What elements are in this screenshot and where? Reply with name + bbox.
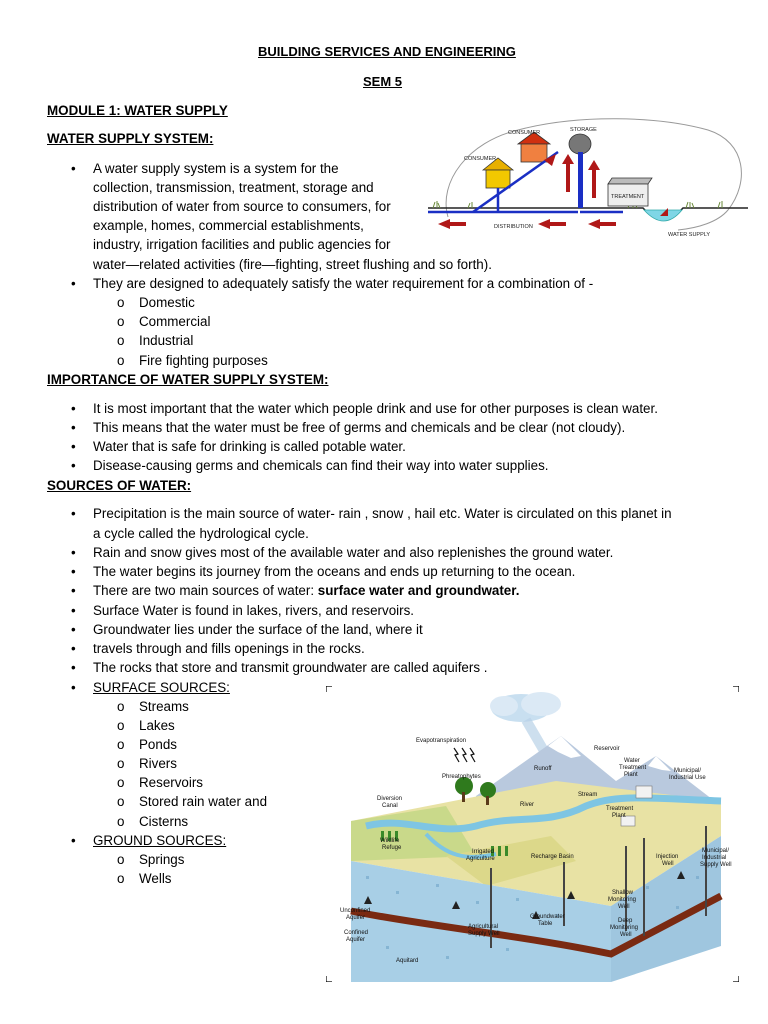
- bullet-dot: •: [71, 401, 76, 416]
- label-water-supply: WATER SUPPLY: [668, 232, 711, 238]
- bullet-text: Rain and snow gives most of the available water and also replenishes the ground water.: [93, 545, 614, 560]
- label-injection-well: Well: [662, 861, 674, 867]
- text-line: distribution of water from source to consumers, for: [93, 199, 391, 214]
- sub-bullet-o: o: [117, 718, 125, 733]
- sub-item-text: Streams: [139, 699, 189, 714]
- section-heading-water-supply-system: WATER SUPPLY SYSTEM:: [47, 131, 214, 146]
- sub-bullet-o: o: [117, 756, 125, 771]
- bullet-dot: •: [71, 660, 76, 675]
- text-line: collection, transmission, treatment, storage and: [93, 180, 374, 195]
- sub-item-text: Industrial: [139, 333, 194, 348]
- sub-bullet-o: o: [117, 353, 125, 368]
- bullet-text-bold: surface water and groundwater.: [317, 583, 520, 598]
- text-line: example, homes, commercial establishments,: [93, 218, 364, 233]
- label-irrigated-agriculture: Agriculture: [466, 856, 495, 862]
- label-storage: STORAGE: [570, 127, 597, 133]
- text-line: Precipitation is the main source of water- rain , snow , hail etc. Water is circulated on this planet in: [93, 506, 672, 521]
- sub-item-text: Rivers: [139, 756, 177, 771]
- label-treatment: TREATMENT: [611, 194, 645, 200]
- bullet-text: They are designed to adequately satisfy the water requirement for a combination of -: [93, 276, 594, 291]
- bullet-dot: •: [71, 439, 76, 454]
- bullet-text: [93, 583, 519, 598]
- bullet-text: It is most important that the water which people drink and use for other purposes is clean water.: [93, 401, 658, 416]
- label-deep-monitoring-well: Well: [620, 932, 632, 938]
- label-recharge-basin: Recharge Basin: [531, 854, 574, 860]
- bullet-dot: •: [71, 161, 76, 176]
- sub-bullet-o: o: [117, 333, 125, 348]
- semester-label: SEM 5: [363, 74, 403, 89]
- label-deep-monitoring-well: Deep: [618, 918, 633, 924]
- sub-bullet-o: o: [117, 295, 125, 310]
- groundwater-block-diagram: [326, 686, 739, 982]
- label-phreatophytes: Phreatophytes: [442, 774, 481, 780]
- section-heading-importance: IMPORTANCE OF WATER SUPPLY SYSTEM:: [47, 372, 329, 387]
- label-diversion-canal: Diversion: [377, 796, 403, 802]
- label-wildlife-refuge: Refuge: [382, 845, 402, 851]
- sub-item-text: Stored rain water and: [139, 794, 268, 809]
- bullet-text: Water that is safe for drinking is called potable water.: [93, 439, 406, 454]
- label-treatment-plant: Treatment: [606, 806, 634, 812]
- bullet-text: The rocks that store and transmit groundwater are called aquifers .: [93, 660, 488, 675]
- sub-item-text: Ponds: [139, 737, 177, 752]
- bullet-text: Disease-causing germs and chemicals can find their way into water supplies.: [93, 458, 549, 473]
- treatment-building-icon: [608, 178, 652, 206]
- label-aquitard: Aquitard: [396, 958, 419, 964]
- label-wildlife-refuge: Wildlife: [380, 838, 400, 844]
- sub-bullet-o: o: [117, 775, 125, 790]
- bullet-text: Groundwater lies under the surface of the land, where it: [93, 622, 423, 637]
- label-groundwater-table: Groundwater: [530, 914, 565, 920]
- sub-bullet-o: o: [117, 852, 125, 867]
- bullet-text: The water begins its journey from the oceans and ends up returning to the ocean.: [93, 564, 576, 579]
- label-unconfined-aquifer: Aquifer: [346, 915, 366, 921]
- sub-item-text: Wells: [139, 871, 172, 886]
- bullet-text: Surface Water is found in lakes, rivers, and reservoirs.: [93, 603, 415, 618]
- label-injection-well: Injection: [656, 854, 679, 860]
- bullet-dot: •: [71, 833, 76, 848]
- label-municipal-supply-well: Supply Well: [700, 862, 732, 868]
- label-confined-aquifer: Aquifer: [346, 937, 366, 943]
- label-consumer: CONSUMER: [464, 156, 497, 162]
- sub-item-text: Fire fighting purposes: [139, 353, 268, 368]
- sub-item-text: Reservoirs: [139, 775, 203, 790]
- sub-bullet-o: o: [117, 314, 125, 329]
- storage-tank-icon: [569, 134, 591, 208]
- label-municipal-use: Industrial Use: [669, 775, 706, 781]
- sub-bullet-o: o: [117, 699, 125, 714]
- label-municipal-supply-well: Municipal/: [702, 848, 730, 854]
- label-agricultural-supply-well: Supply Well: [468, 931, 500, 937]
- label-shallow-monitoring-well: Well: [618, 904, 630, 910]
- text-line: industry, irrigation facilities and public agencies for: [93, 237, 391, 252]
- label-treatment-plant: Plant: [612, 813, 626, 819]
- label-deep-monitoring-well: Monitoring: [610, 925, 639, 931]
- sub-item-text: Cisterns: [139, 814, 189, 829]
- bullet-dot: •: [71, 458, 76, 473]
- label-water-treatment-plant: Treatment: [619, 765, 647, 771]
- text-line: A water supply system is a system for the: [93, 161, 339, 176]
- bullet-text: This means that the water must be free of germs and chemicals and be clear (not cloudy).: [93, 420, 626, 435]
- bullet-dot: •: [71, 603, 76, 618]
- text-line: a cycle called the hydrological cycle.: [93, 526, 309, 541]
- label-agricultural-supply-well: Agricultural: [468, 924, 499, 930]
- label-evapotranspiration: Evapotranspiration: [416, 738, 467, 744]
- label-groundwater-table: Table: [538, 921, 553, 927]
- sub-bullet-o: o: [117, 794, 125, 809]
- label-shallow-monitoring-well: Monitoring: [608, 897, 637, 903]
- bullet-text: travels through and fills openings in the rocks.: [93, 641, 365, 656]
- label-confined-aquifer: Confined: [344, 930, 369, 936]
- label-municipal-use: Municipal/: [674, 768, 702, 774]
- consumer-house-icon: [483, 158, 513, 188]
- bullet-dot: •: [71, 276, 76, 291]
- label-reservoir: Reservoir: [594, 746, 620, 752]
- label-water-treatment-plant: Water: [624, 758, 640, 764]
- document-title: BUILDING SERVICES AND ENGINEERING: [258, 44, 516, 59]
- section-heading-sources: SOURCES OF WATER:: [47, 478, 192, 493]
- sub-bullet-o: o: [117, 871, 125, 886]
- bullet-dot: •: [71, 564, 76, 579]
- bullet-heading-text: GROUND SOURCES:: [93, 833, 227, 848]
- label-diversion-canal: Canal: [382, 803, 398, 809]
- label-stream: Stream: [578, 792, 598, 798]
- bullet-dot: •: [71, 545, 76, 560]
- water-supply-system-diagram: [428, 112, 748, 262]
- label-shallow-monitoring-well: Shallow: [612, 890, 634, 896]
- label-runoff: Runoff: [534, 766, 552, 772]
- label-unconfined-aquifer: Unconfined: [340, 908, 371, 914]
- bullet-dot: •: [71, 583, 76, 598]
- bullet-dot: •: [71, 641, 76, 656]
- bullet-dot: •: [71, 680, 76, 695]
- label-consumer: CONSUMER: [508, 130, 541, 136]
- sub-item-text: Commercial: [139, 314, 211, 329]
- bullet-text-prefix: There are two main sources of water:: [93, 583, 318, 598]
- module-title: MODULE 1: WATER SUPPLY: [47, 103, 228, 118]
- text-line: water—related activities (fire—fighting, street flushing and so forth).: [93, 257, 492, 272]
- sub-item-text: Domestic: [139, 295, 195, 310]
- label-distribution: DISTRIBUTION: [494, 224, 533, 230]
- sub-item-text: Lakes: [139, 718, 175, 733]
- bullet-heading-text: SURFACE SOURCES:: [93, 680, 230, 695]
- bullet-dot: •: [71, 506, 76, 521]
- bullet-dot: •: [71, 622, 76, 637]
- sub-bullet-o: o: [117, 737, 125, 752]
- label-irrigated-agriculture: Irrigated: [472, 849, 495, 855]
- label-water-treatment-plant: Plant: [624, 772, 638, 778]
- sub-bullet-o: o: [117, 814, 125, 829]
- consumer-house-icon: [518, 132, 550, 162]
- label-municipal-supply-well: Industrial: [702, 855, 727, 861]
- bullet-dot: •: [71, 420, 76, 435]
- label-river: River: [520, 802, 535, 808]
- sub-item-text: Springs: [139, 852, 185, 867]
